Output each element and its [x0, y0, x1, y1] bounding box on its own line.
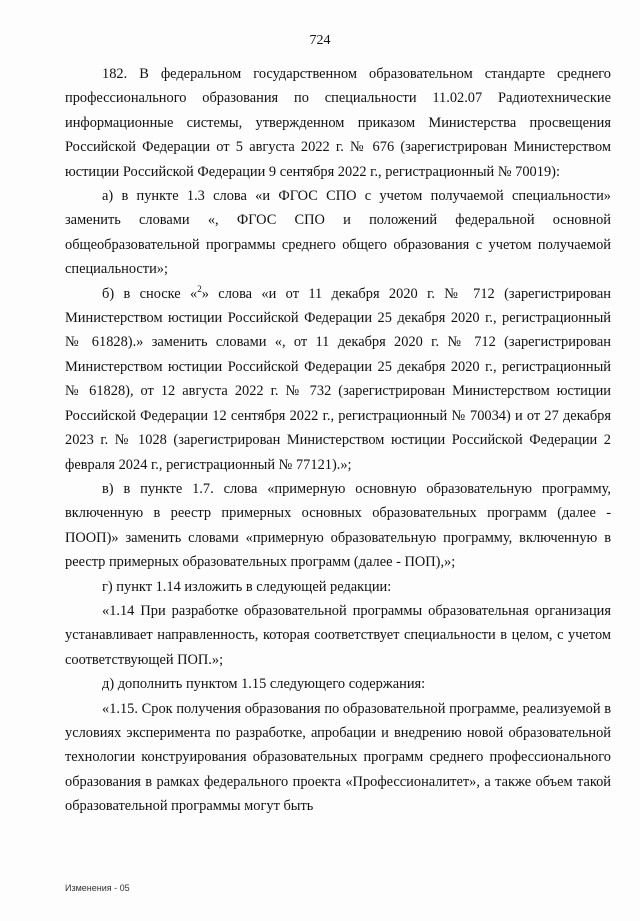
paragraph-a: а) в пункте 1.3 слова «и ФГОС СПО с учетом получаемой специальности» заменить словами «, ФГОС СПО и положений федеральной основной общеобразовательной программы среднего общего образования с учетом получаемой специальности»;: [65, 188, 611, 278]
paragraph-v: в) в пункте 1.7. слова «примерную основную образовательную программу, включенную в реестр примерных основных образовательных программ (далее - ПООП)» заменить словами «примерную образовательную программу, включенную в реестр примерных образовательных программ (далее - ПОП),»;: [65, 480, 611, 571]
paragraph-182: 182. В федеральном государственном образовательном стандарте среднего профессионального образования по специальности 11.02.07 Радиотехнические информационные системы, утвержденном приказом Министерства просвещения Российской Федерации от 5 августа 2022 г. № 676 (зарегистрирован Министерством юстиции Российской Федерации 9 сентября 2022 г., регистрационный № 70019):: [65, 66, 611, 180]
page-footer: Изменения - 05: [65, 883, 130, 893]
paragraph-g-quote: «1.14 При разработке образовательной программы образовательная организация устанавливает направленность, которая соответствует специальности в целом, с учетом соответствующей ПОП.»;: [65, 602, 611, 668]
paragraph-b-rest: » слова «и от 11 декабря 2020 г. № 712 (зарегистрирован Министерством юстиции Российской Федерации 25 декабря 2020 г., регистрационный № 61828).» заменить словами «, от 11 декабря 2020 г. № 712 (зарегистрирован Министерством юстиции Российской Федерации 25 декабря 2020 г., регистрационный № 61828), от 12 августа 2022 г. № 732 (зарегистрирован Министерством юстиции Российской Федерации 12 сентября 2022 г., регистрационный № 70034) и от 27 декабря 2023 г. № 1028 (зарегистрирован Министерством юстиции Российской Федерации 2 февраля 2024 г., регистрационный № 77121).»;: [65, 285, 611, 473]
paragraph-d-quote: «1.15. Срок получения образования по образовательной программе, реализуемой в условиях эксперимента по разработке, апробации и внедрению новой образовательной технологии конструирования образовательных программ среднего профессионального образования в рамках федерального проекта «Профессионалитет», а также объем такой образовательной программы могут быть: [65, 700, 611, 815]
paragraph-g: г) пункт 1.14 изложить в следующей редакции:: [102, 578, 392, 595]
paragraph-b-start: б) в сноске «: [102, 285, 198, 302]
paragraph-d: д) дополнить пунктом 1.15 следующего содержания:: [102, 676, 426, 693]
paragraph-b: [65, 282, 611, 477]
page-number: 724: [309, 33, 331, 48]
footnote-marker: 2: [197, 283, 202, 294]
document-body: [65, 62, 611, 819]
